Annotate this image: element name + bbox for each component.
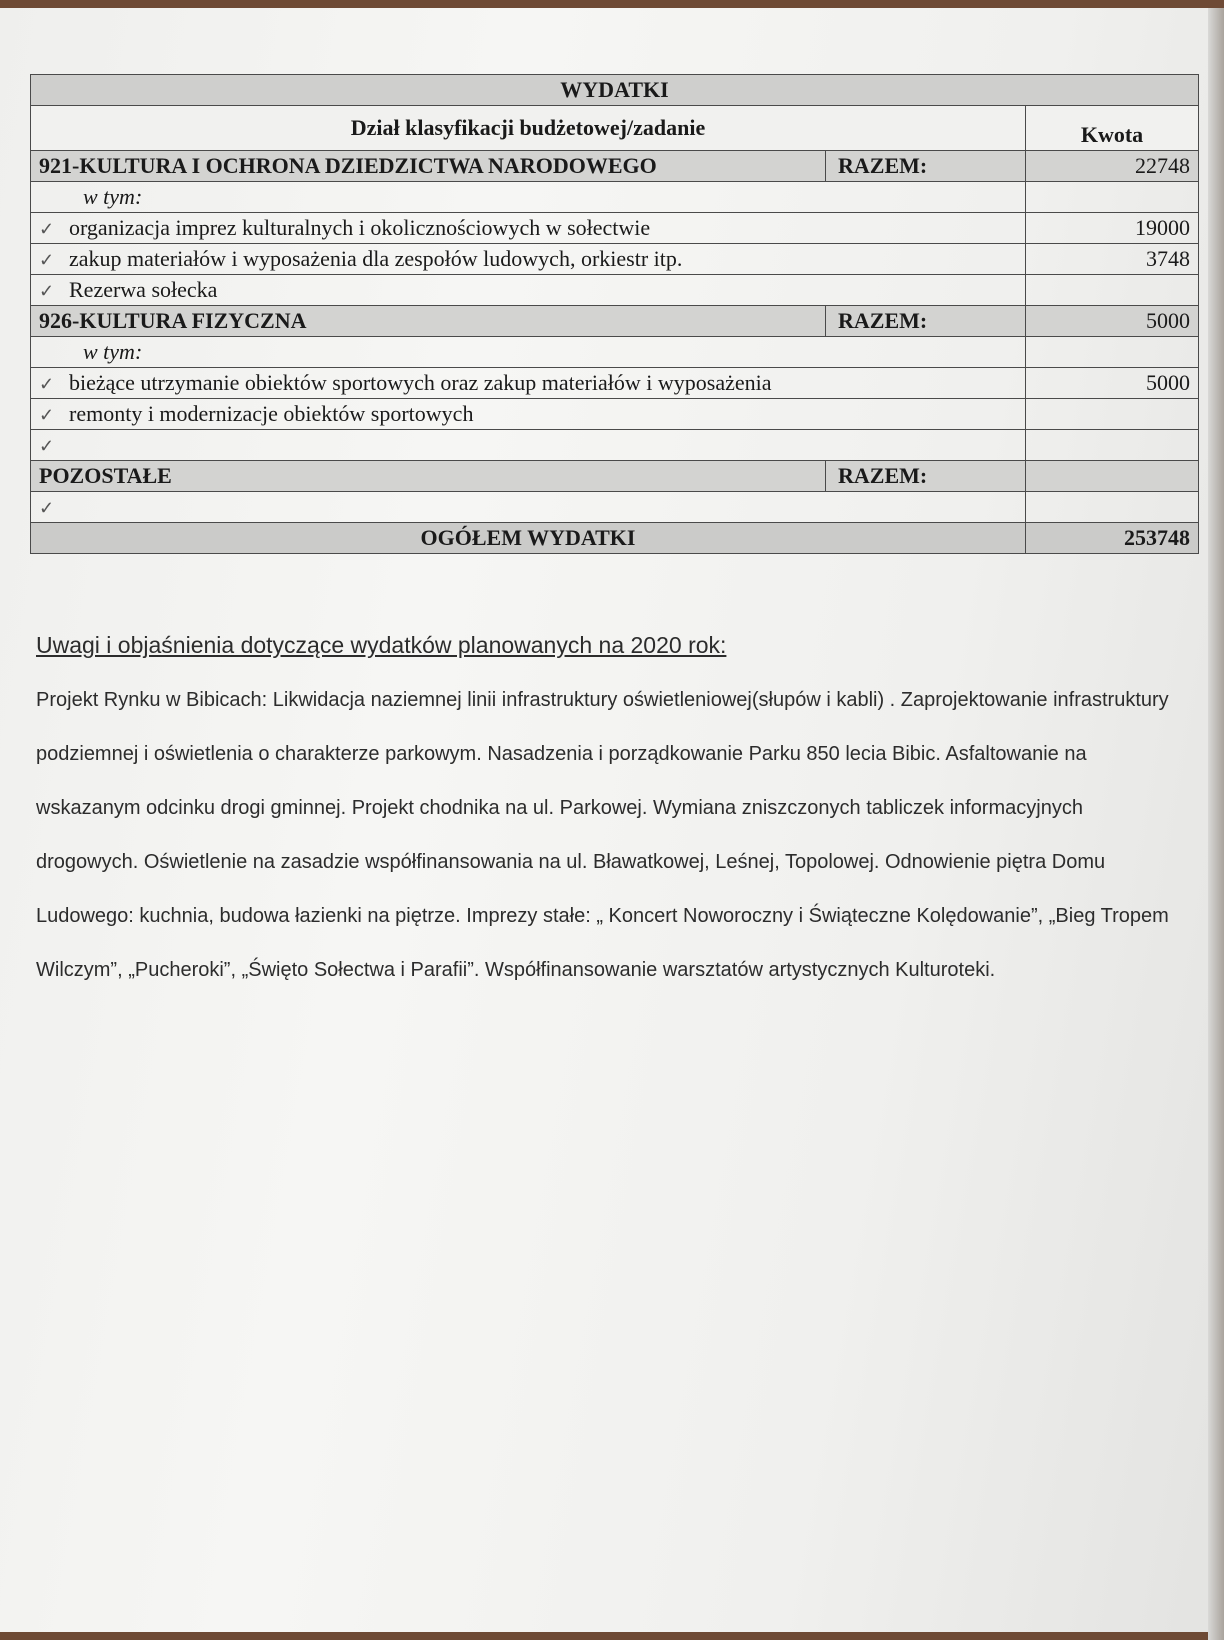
item-amount	[1026, 182, 1199, 213]
table-row	[31, 275, 1199, 306]
column-header-section: Dział klasyfikacji budżetowej/zadanie	[31, 106, 1026, 151]
item-amount	[1026, 492, 1199, 523]
item-cell	[31, 244, 1026, 275]
item-amount: 3748	[1026, 244, 1199, 275]
checkmark-icon: ✓	[39, 373, 55, 394]
section-amount: 5000	[1026, 306, 1199, 337]
page-edge	[1208, 8, 1224, 1640]
section-row	[31, 306, 1199, 337]
item-amount	[1026, 275, 1199, 306]
item-label: organizacja imprez kulturalnych i okolicznościowych w sołectwie	[69, 214, 651, 240]
checkmark-icon: ✓	[39, 249, 55, 270]
item-cell	[31, 213, 1026, 244]
checkmark-icon: ✓	[39, 280, 55, 301]
item-cell	[31, 430, 1026, 461]
razem-label: RAZEM:	[826, 306, 1026, 337]
checkmark-icon: ✓	[39, 218, 55, 239]
item-amount: 19000	[1026, 213, 1199, 244]
razem-label: RAZEM:	[826, 461, 1026, 492]
table-row	[31, 492, 1199, 523]
section-amount	[1026, 461, 1199, 492]
item-cell	[31, 368, 1026, 399]
total-label: OGÓŁEM WYDATKI	[31, 523, 1026, 554]
table-row	[31, 430, 1199, 461]
notes-section	[36, 632, 1186, 997]
notes-body: Projekt Rynku w Bibicach: Likwidacja naziemnej linii infrastruktury oświetleniowej(słupów i kabli) . Zaprojektowanie infrastruktury podziemnej i oświetlenia o charakterze parkowym. Nasadzenia i porządkowanie Parku 850 lecia Bibic. Asfaltowanie na wskazanym odcinku drogi gminnej. Projekt chodnika na ul. Parkowej. Wymiana zniszczonych tabliczek informacyjnych drogowych. Oświetlenie na zasadzie współfinansowania na ul. Bławatkowej, Leśnej, Topolowej. Odnowienie piętra Domu Ludowego: kuchnia, budowa łazienki na piętrze. Imprezy stałe: „ Koncert Noworoczny i Świąteczne Kolędowanie”, „Bieg Tropem Wilczym”, „Pucheroki”, „Święto Sołectwa i Parafii”. Współfinansowanie warsztatów artystycznych Kulturoteki.	[36, 689, 1169, 981]
item-cell	[31, 275, 1026, 306]
table-row	[31, 213, 1199, 244]
item-cell	[31, 492, 1026, 523]
item-label: bieżące utrzymanie obiektów sportowych oraz zakup materiałów i wyposażenia	[69, 369, 772, 395]
wtym-label: w tym:	[31, 182, 1026, 213]
table-row	[31, 399, 1199, 430]
item-amount	[1026, 399, 1199, 430]
item-amount	[1026, 430, 1199, 461]
section-label: 921-KULTURA I OCHRONA DZIEDZICTWA NARODOWEGO	[31, 151, 826, 182]
notes-heading: Uwagi i objaśnienia dotyczące wydatków planowanych na 2020 rok:	[36, 632, 727, 658]
table-row	[31, 244, 1199, 275]
item-amount: 5000	[1026, 368, 1199, 399]
section-label: 926-KULTURA FIZYCZNA	[31, 306, 826, 337]
checkmark-icon: ✓	[39, 497, 55, 518]
section-row	[31, 461, 1199, 492]
document-page	[0, 8, 1224, 1632]
section-label: POZOSTAŁE	[31, 461, 826, 492]
table-row	[31, 337, 1199, 368]
total-row	[31, 523, 1199, 554]
checkmark-icon: ✓	[39, 435, 55, 456]
razem-label: RAZEM:	[826, 151, 1026, 182]
wtym-label: w tym:	[31, 337, 1026, 368]
item-label: Rezerwa sołecka	[69, 276, 218, 302]
section-amount: 22748	[1026, 151, 1199, 182]
checkmark-icon: ✓	[39, 404, 55, 425]
expenses-table	[30, 74, 1199, 554]
section-row	[31, 151, 1199, 182]
item-cell	[31, 399, 1026, 430]
table-title: WYDATKI	[31, 75, 1199, 106]
item-amount	[1026, 337, 1199, 368]
table-row	[31, 182, 1199, 213]
column-header-amount: Kwota	[1026, 106, 1199, 151]
total-amount: 253748	[1026, 523, 1199, 554]
table-row	[31, 368, 1199, 399]
item-label: remonty i modernizacje obiektów sportowych	[69, 400, 474, 426]
item-label: zakup materiałów i wyposażenia dla zespołów ludowych, orkiestr itp.	[69, 245, 683, 271]
